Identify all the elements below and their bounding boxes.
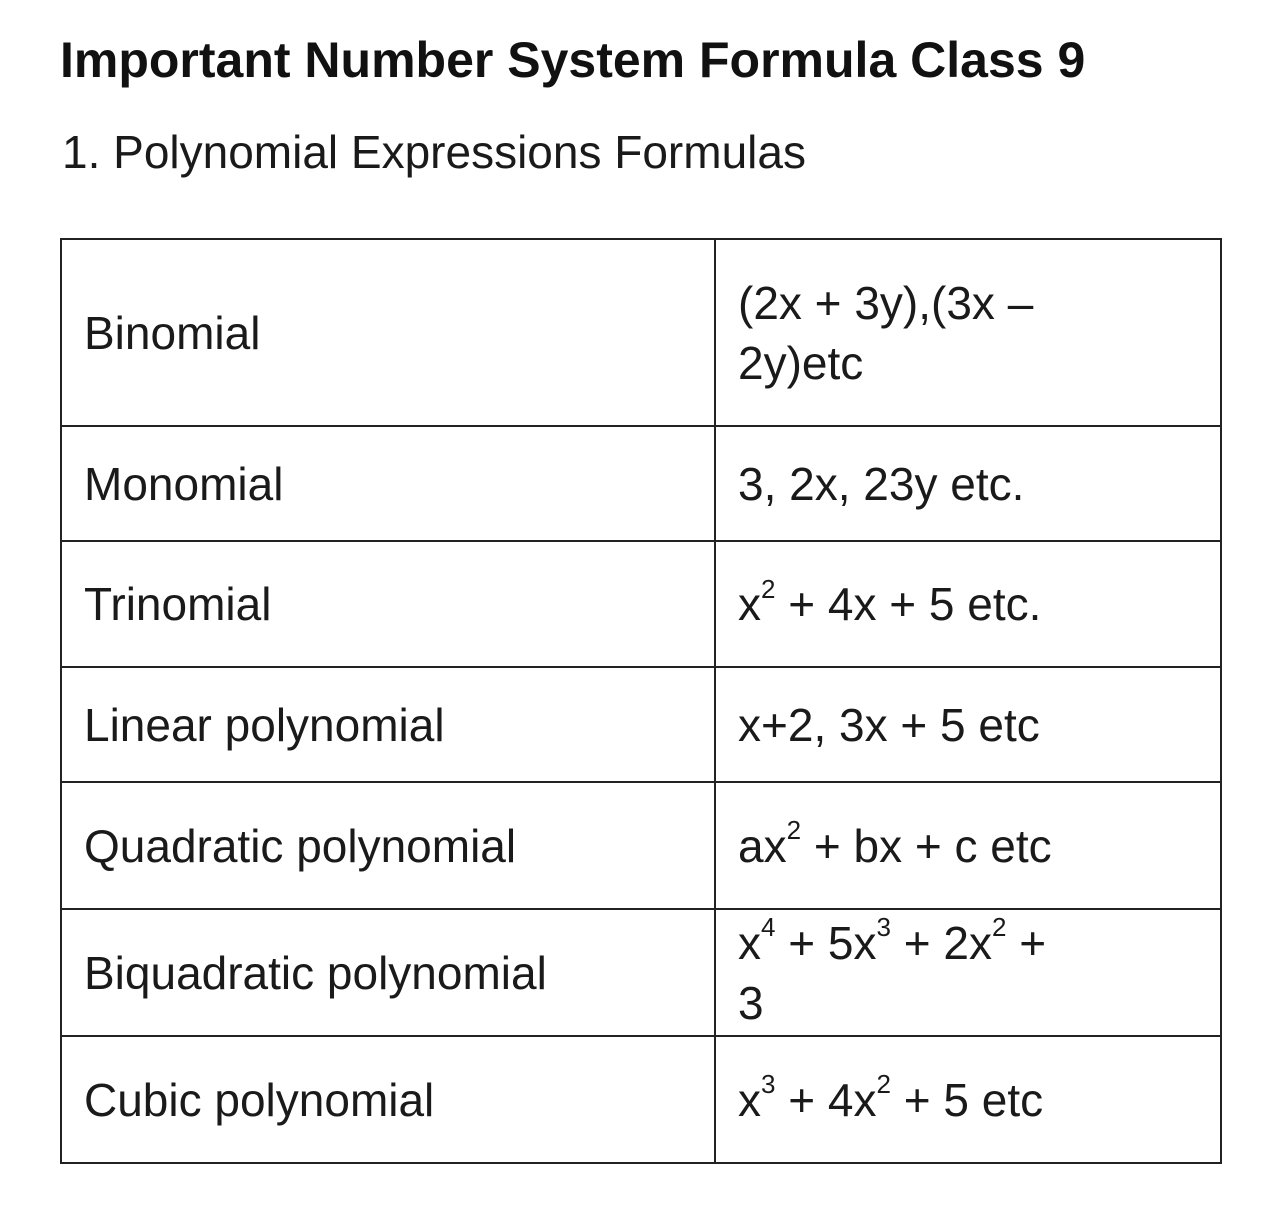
example-cell: [715, 541, 1221, 667]
table-row-cubic-polynomial: [61, 1036, 1221, 1163]
table-row-binomial: [61, 239, 1221, 426]
polynomial-formula-table: [60, 238, 1222, 1164]
table-row-trinomial: [61, 541, 1221, 667]
table-row-quadratic-polynomial: [61, 782, 1221, 909]
polynomial-type-cell: Linear polynomial: [61, 667, 715, 782]
exponent: 2: [786, 815, 802, 846]
example-text: + 4x: [775, 1073, 877, 1126]
polynomial-type-cell: Cubic polynomial: [61, 1036, 715, 1163]
table-body: [61, 239, 1221, 1163]
example-text: ax: [738, 819, 787, 872]
example-text: 3, 2x, 23y etc.: [738, 457, 1025, 510]
example-text: + 5x: [775, 916, 877, 969]
example-text: + 5 etc: [890, 1073, 1044, 1126]
table-row-linear-polynomial: [61, 667, 1221, 782]
example-cell: [715, 909, 1221, 1036]
example-text: + 2x: [890, 916, 992, 969]
table-row-monomial: [61, 426, 1221, 541]
example-text: x: [738, 578, 761, 630]
example-text: + 4x + 5 etc.: [775, 578, 1042, 630]
example-text: x: [738, 916, 761, 969]
exponent: 2: [991, 912, 1007, 943]
example-text: + 3: [738, 916, 1047, 1029]
example-text: x: [738, 1073, 761, 1126]
polynomial-type-cell: Binomial: [61, 239, 715, 426]
section-heading: 1. Polynomial Expressions Formulas: [62, 126, 806, 178]
exponent: 2: [876, 1069, 891, 1100]
example-cell: [715, 782, 1221, 909]
example-cell: [715, 426, 1221, 541]
example-cell: [715, 239, 1221, 426]
example-text: (2x + 3y),(3x – 2y)etc: [738, 276, 1034, 389]
polynomial-type-cell: Quadratic polynomial: [61, 782, 715, 909]
example-cell: [715, 667, 1221, 782]
exponent: 3: [761, 1069, 776, 1100]
page-title: Important Number System Formula Class 9: [60, 32, 1086, 88]
polynomial-type-cell: Biquadratic polynomial: [61, 909, 715, 1036]
exponent: 4: [761, 912, 776, 943]
exponent: 2: [761, 573, 776, 604]
exponent: 3: [876, 912, 891, 943]
polynomial-type-cell: Trinomial: [61, 541, 715, 667]
example-cell: [715, 1036, 1221, 1163]
table-row-biquadratic-polynomial: [61, 909, 1221, 1036]
example-text: x+2, 3x + 5 etc: [738, 698, 1040, 751]
example-text: + bx + c etc: [801, 819, 1052, 872]
polynomial-type-cell: Monomial: [61, 426, 715, 541]
